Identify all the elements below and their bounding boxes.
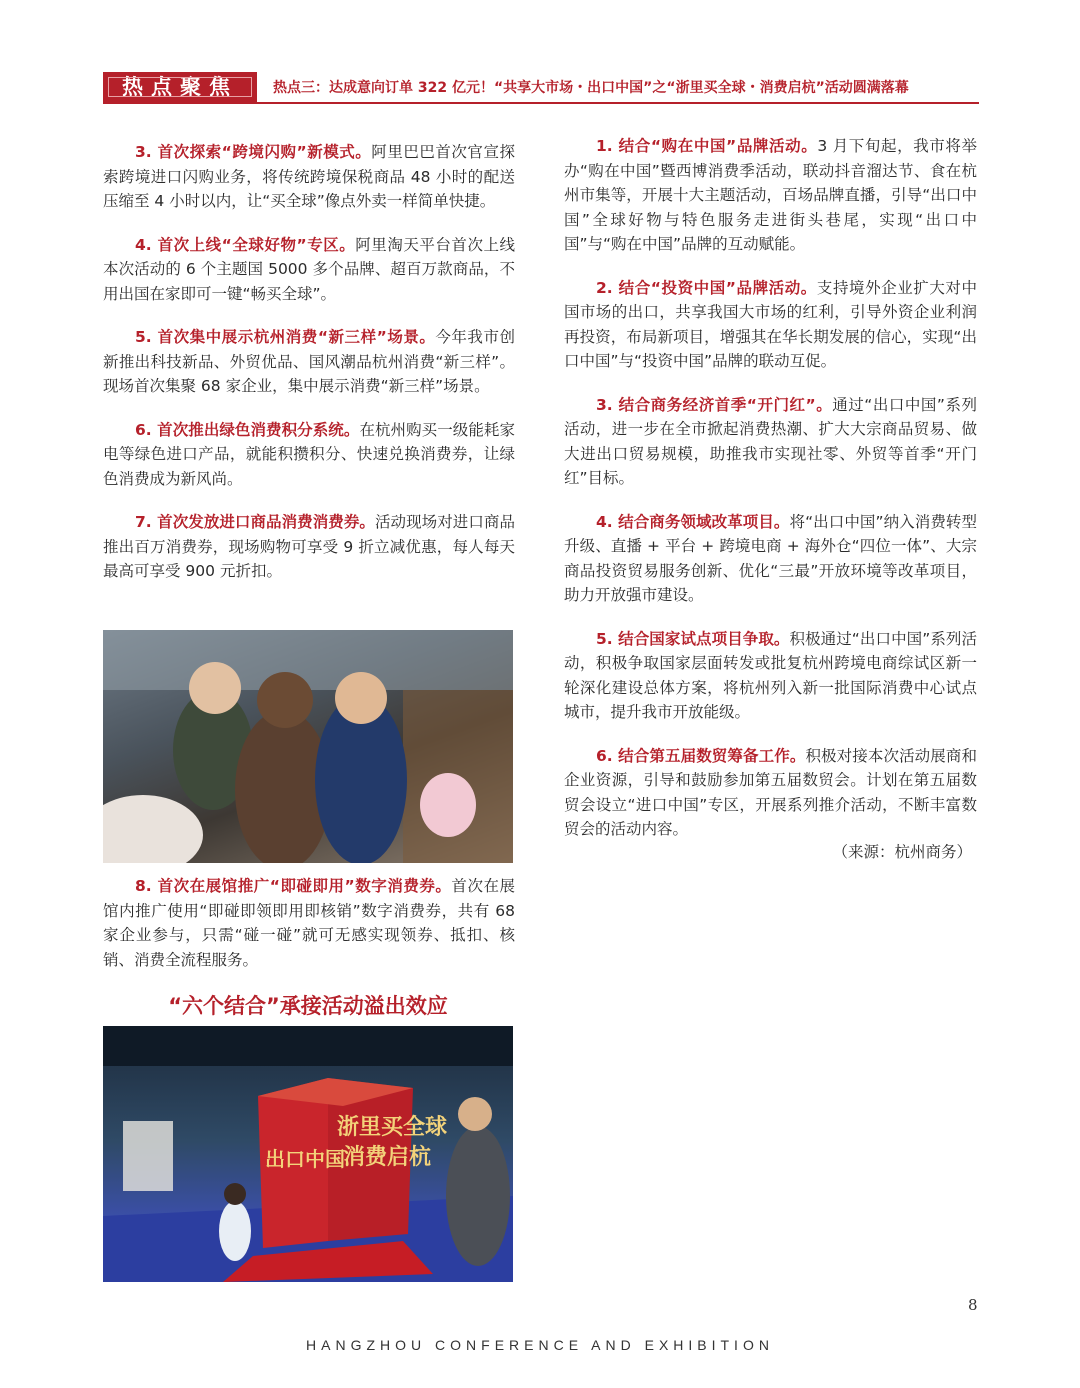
photo-illustration [103, 630, 513, 863]
item-lead: 3. 结合商务经济首季“开门红”。 [596, 395, 833, 414]
photo-illustration [103, 1026, 513, 1282]
item-text: 积极通过“出口中国”系列活动，积极争取国家层面转发或批复杭州跨境电商综试区新一轮深化建设总体方案，将杭州列入新一批国际消费中心试点城市，提升我市开放能级。 [564, 629, 977, 721]
article-source: （来源：杭州商务） [832, 843, 972, 861]
item-text: 支持境外企业扩大对中国市场的出口，共享我国大市场的红利，引导外资企业利润再投资，布局新项目，增强其在华长期发展的信心，实现“出口中国”与“投资中国”品牌的联动互促。 [564, 278, 977, 370]
section-tag-frame [108, 77, 252, 97]
section-title: “六个结合”承接活动溢出效应 [168, 994, 448, 1018]
item-lead: 5. 首次集中展示杭州消费“新三样”场景。 [135, 328, 436, 346]
item-text: 阿里淘天平台首次上线本次活动的 6 个主题国 5000 多个品牌、超百万款商品，不用出国在家即可一键“畅买全球”。 [103, 235, 515, 303]
sign-side: 出口中国 [265, 1147, 345, 1171]
list-item [103, 140, 515, 214]
article-headline: 热点三：达成意向订单 322 亿元！“共享大市场・出口中国”之“浙里买全球・消费启杭”活动圆满落幕 [273, 80, 909, 96]
section-tag-label: 热点聚焦 [122, 75, 238, 99]
list-item [103, 233, 515, 307]
list-item [564, 276, 977, 374]
item-lead: 2. 结合“投资中国”品牌活动。 [596, 278, 817, 297]
list-item [103, 325, 515, 399]
list-item [564, 744, 977, 842]
item-text: 3 月下旬起，我市将举办“购在中国”暨西博消费季活动，联动抖音溜达节、食在杭州市集等，开展十大主题活动，百场品牌直播，引导“出口中国”全球好物与特色服务走进街头巷尾，实现“出口中国”与“购在中国”品牌的互动赋能。 [564, 137, 977, 253]
list-item [103, 418, 515, 492]
list-item [564, 627, 977, 725]
item-lead: 3. 首次探索“跨境闪购”新模式。 [135, 143, 372, 161]
item-lead: 8. 首次在展馆推广“即碰即用”数字消费券。 [135, 877, 452, 895]
item-lead: 5. 结合国家试点项目争取。 [596, 629, 790, 648]
header-rule [103, 102, 979, 104]
list-item [103, 874, 515, 972]
list-item [564, 134, 977, 257]
item-text: 通过“出口中国”系列活动，进一步在全市掀起消费热潮、扩大大宗商品贸易、做大进出口贸易规模，助推我市实现社零、外贸等首季“开门红”目标。 [564, 395, 977, 487]
item-lead: 4. 首次上线“全球好物”专区。 [135, 235, 356, 254]
photo-exhibition-cube [103, 1026, 513, 1282]
list-item [564, 510, 977, 608]
page-number: 8 [968, 1296, 978, 1314]
item-text: 在杭州购买一级能耗家电等绿色进口产品，就能积攒积分、快速兑换消费券，让绿色消费成为新风尚。 [103, 420, 515, 488]
item-text: 阿里巴巴首次官宣探索跨境进口闪购业务，将传统跨境保税商品 48 小时的配送压缩至 4 小时以内，让“买全球”像点外卖一样简单快捷。 [103, 143, 515, 210]
section-tag [103, 72, 257, 102]
right-column [564, 134, 977, 861]
item-text: 活动现场对进口商品推出百万消费券，现场购物可享受 9 折立减优惠，每人每天最高可享受 900 元折扣。 [103, 513, 515, 580]
item-lead: 1. 结合“购在中国”品牌活动。 [596, 137, 818, 155]
magazine-footer: HANGZHOU CONFERENCE AND EXHIBITION [306, 1337, 774, 1353]
left-column-continued [103, 874, 515, 991]
photo-shoppers-at-booth [103, 630, 513, 863]
page-header [103, 72, 979, 102]
list-item [564, 393, 977, 491]
sign-line-1: 浙里买全球 [337, 1115, 448, 1140]
item-lead: 4. 结合商务领域改革项目。 [596, 512, 790, 531]
list-item [103, 510, 515, 584]
item-text: 今年我市创新推出科技新品、外贸优品、国风潮品杭州消费“新三样”。现场首次集聚 68 家企业，集中展示消费“新三样”场景。 [103, 328, 515, 395]
item-lead: 6. 首次推出绿色消费积分系统。 [135, 420, 360, 439]
item-text: 积极对接本次活动展商和企业资源，引导和鼓励参加第五届数贸会。计划在第五届数贸会设立“进口中国”专区，开展系列推介活动，不断丰富数贸会的活动内容。 [564, 746, 977, 838]
left-column [103, 140, 515, 603]
item-lead: 6. 结合第五届数贸筹备工作。 [596, 746, 806, 765]
item-text: 首次在展馆内推广使用“即碰即领即用即核销”数字消费券，共有 68 家企业参与，只需“碰一碰”就可无感实现领券、抵扣、核销、消费全流程服务。 [103, 877, 515, 969]
item-text: 将“出口中国”纳入消费转型升级、直播 + 平台 + 跨境电商 + 海外仓“四位一体”、大宗商品投资贸易服务创新、优化“三最”开放环境等改革项目，助力开放强市建设。 [564, 512, 977, 604]
sign-line-2: 消费启杭 [343, 1145, 432, 1170]
item-lead: 7. 首次发放进口商品消费消费券。 [135, 513, 375, 531]
